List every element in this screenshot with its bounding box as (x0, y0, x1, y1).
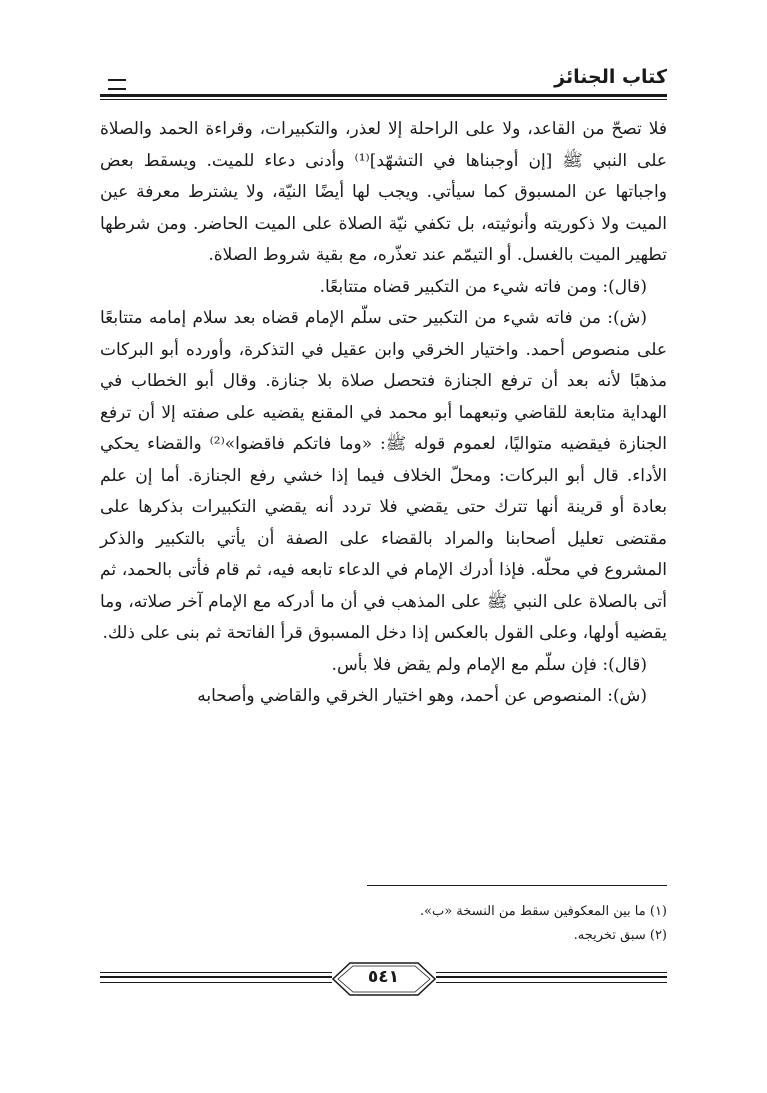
main-text (100, 114, 667, 713)
page-footer (100, 960, 667, 1010)
header-rule (100, 94, 667, 97)
page-number: ٥٤١ (367, 967, 400, 987)
footnote: (١) ما بين المعكوفين سقط من النسخة «ب». (419, 904, 667, 919)
header-ornament (108, 79, 126, 90)
header-title: كتاب الجنائز (554, 66, 667, 88)
commentary-paragraph: (ش): من فاته شيء من التكبير حتى سلّم الإمام قضاه بعد سلام إمامه متتابعًا على منصوص أحمد. واختيار الخرقي وابن عقيل في التذكرة، وأورده أبو البركات مذهبًا لأنه بعد أن ترفع الجنازة فتحصل صلاة بلا جنازة. وقال أبو الخطاب في الهداية متابعة للقاضي وتبعهما أبو محمد في المقنع يقضيه على صفته إلا أن ترفع الجنازة فيقضيه متواليًا، لعموم قوله ﷺ: «وما فاتكم فاقضوا»⁽²⁾ والقضاء يحكي الأداء. قال أبو البركات: ومحلّ الخلاف فيما إذا خشي رفع الجنازة. أما إن علم بعادة أو قرينة أنها تترك حتى يقضي فلا تردد أنه يقضي التكبيرات بذكرها على مقتضى تعليل أصحابنا والمراد بالقضاء على الصفة أن يأتي بالتكبير والذكر المشروع في محلّه. فإذا أدرك الإمام في الدعاء تابعه فيه، ثم قام فأتى بالحمد، ثم أتى بالصلاة على النبي ﷺ على المذهب في أن ما أدركه مع الإمام آخر صلاته، وما يقضيه أولها، وعلى القول بالعكس إذا دخل المسبوق قرأ الفاتحة ثم بنى على ذلك. (100, 308, 668, 643)
footnote: (٢) سبق تخريجه. (573, 928, 667, 943)
paragraph: فلا تصحّ من القاعد، ولا على الراحلة إلا لعذر، والتكبيرات، وقراءة الحمد والصلاة على النبي ﷺ [إن أوجبناها في التشهّد]⁽¹⁾ وأدنى دعاء للميت. ويسقط بعض واجباتها عن المسبوق كما سيأتي. ويجب لها أيضًا النيّة، ولا يشترط معرفة عين الميت ولا ذكوريته وأنوثيته، بل تكفي نيّة الصلاة على الميت الحاضر. ومن شرطها تطهير الميت بالغسل. أو التيمّم عند تعذّره، مع بقية شروط الصلاة. (100, 119, 667, 265)
matn-paragraph: (قال): ومن فاته شيء من التكبير قضاه متتابعًا. (319, 276, 647, 297)
footnotes (100, 900, 667, 948)
matn-paragraph: (قال): فإن سلّم مع الإمام ولم يقض فلا بأس. (331, 654, 647, 675)
footnote-separator (367, 885, 667, 886)
commentary-paragraph: (ش): المنصوص عن أحمد، وهو اختيار الخرقي والقاضي وأصحابه (197, 686, 647, 706)
header-rule-thin (100, 99, 667, 100)
running-header (100, 64, 667, 94)
page-number-frame (332, 962, 436, 996)
